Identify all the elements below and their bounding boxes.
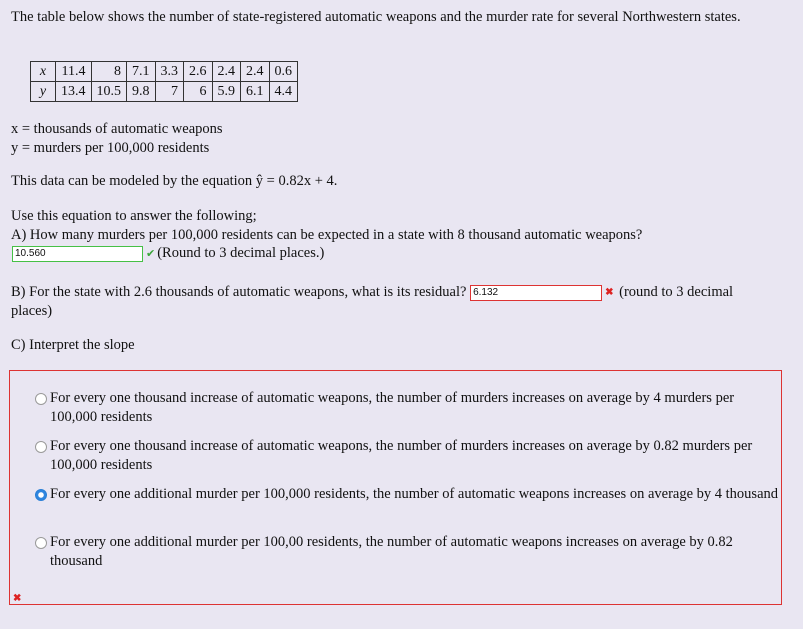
question-a-text: A) How many murders per 100,000 residents can be expected in a state with 8 thousand automatic weapons?	[11, 227, 643, 243]
radio-button[interactable]	[35, 441, 47, 453]
question-b-answer-input[interactable]: 6.132	[470, 285, 602, 301]
choice-label: For every one additional murder per 100,00 residents, the number of automatic weapons increases on average by 0.82 thousand	[50, 534, 733, 569]
choice-label: For every one thousand increase of automatic weapons, the number of murders increases on average by 4 murders per 100,000 residents	[50, 390, 735, 425]
radio-button[interactable]	[35, 537, 47, 549]
question-b-text: B) For the state with 2.6 thousands of automatic weapons, what is its residual?	[11, 284, 467, 300]
x-cell: 3.3	[155, 62, 184, 82]
y-cell: 6.1	[241, 82, 270, 102]
question-a-block	[11, 207, 642, 245]
y-cell: 4.4	[269, 82, 298, 102]
choice-option-2[interactable]	[35, 437, 780, 475]
question-c-text: C) Interpret the slope	[11, 337, 135, 353]
radio-button-selected[interactable]	[35, 489, 47, 501]
question-a-answer-row	[12, 245, 324, 262]
x-cell: 2.4	[212, 62, 241, 82]
choice-label: For every one thousand increase of automatic weapons, the number of murders increases on average by 0.82 murders per 100,000 residents	[50, 438, 753, 473]
y-cell: 9.8	[127, 82, 156, 102]
question-b-hint: (round to 3 decimal places)	[11, 284, 734, 320]
model-equation: This data can be modeled by the equation ŷ = 0.82x + 4.	[11, 173, 338, 189]
x-definition: x = thousands of automatic weapons	[11, 121, 223, 137]
question-a-answer-input[interactable]: 10.560	[12, 246, 143, 262]
x-cell: 2.6	[184, 62, 213, 82]
radio-button[interactable]	[35, 393, 47, 405]
table-row-y	[31, 82, 298, 102]
x-mark-icon: ✖	[605, 287, 614, 299]
question-b-block	[11, 283, 771, 321]
instructions: Use this equation to answer the following;	[11, 208, 257, 224]
question-b-answer-group	[470, 283, 615, 302]
intro-text: The table below shows the number of state-registered automatic weapons and the murder rate for several Northwestern states.	[11, 9, 741, 25]
y-cell: 7	[155, 82, 184, 102]
y-header: y	[31, 82, 56, 102]
variable-definitions	[11, 120, 223, 158]
y-cell: 10.5	[91, 82, 127, 102]
table-row-x	[31, 62, 298, 82]
x-cell: 11.4	[56, 62, 92, 82]
question-a-hint: (Round to 3 decimal places.)	[157, 245, 325, 261]
slope-choices-box	[9, 370, 782, 605]
choice-option-4[interactable]	[35, 533, 780, 571]
checkmark-icon: ✔	[146, 248, 156, 260]
data-table	[30, 61, 298, 102]
choice-option-3[interactable]	[35, 485, 780, 504]
y-cell: 6	[184, 82, 213, 102]
choice-option-1[interactable]	[35, 389, 780, 427]
x-cell: 7.1	[127, 62, 156, 82]
y-definition: y = murders per 100,000 residents	[11, 140, 210, 156]
x-cell: 2.4	[241, 62, 270, 82]
x-cell: 0.6	[269, 62, 298, 82]
y-cell: 5.9	[212, 82, 241, 102]
x-header: x	[31, 62, 56, 82]
y-cell: 13.4	[56, 82, 92, 102]
x-mark-icon: ✖	[13, 593, 22, 604]
x-cell: 8	[91, 62, 127, 82]
choice-label: For every one additional murder per 100,000 residents, the number of automatic weapons increases on average by 4 thousand	[50, 486, 779, 502]
